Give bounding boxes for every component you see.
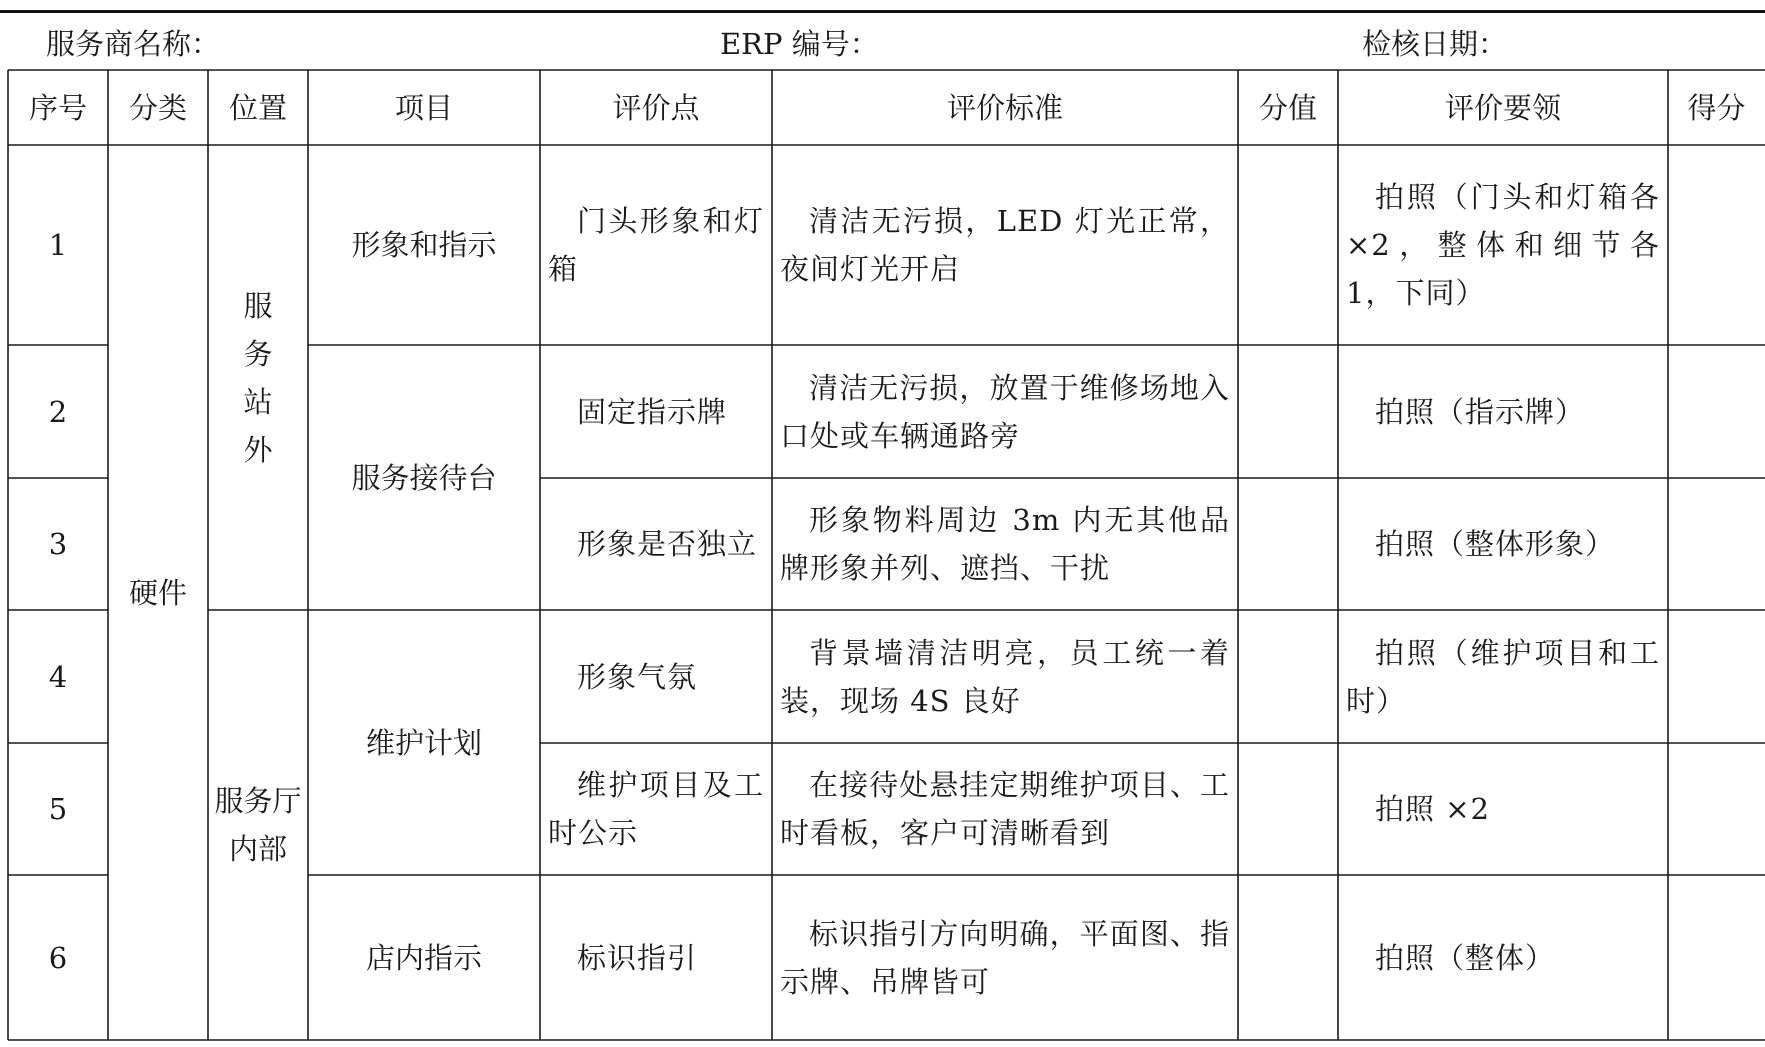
score-value-cell[interactable] (1238, 875, 1338, 1040)
row-number: 6 (48, 940, 68, 975)
erp-number-label: ERP 编号： (720, 27, 879, 61)
evaluation-method-cell: 拍照（门头和灯箱各 ×2，整体和细节各 1，下同） (1346, 180, 1660, 310)
score-cell[interactable] (1668, 145, 1765, 345)
service-provider-label: 服务商名称： (46, 27, 221, 61)
evaluation-point-cell: 固定指示牌 (577, 394, 728, 429)
header-score: 得分 (1687, 90, 1746, 125)
header-evaluation-standard: 评价标准 (946, 90, 1063, 125)
item-cell: 形象和指示 (351, 228, 497, 262)
row-number: 5 (48, 792, 68, 826)
header-evaluation-method: 评价要领 (1444, 90, 1561, 125)
evaluation-standard-cell: 背景墙清洁明亮，员工统一着装，现场 4S 良好 (780, 635, 1230, 718)
evaluation-point-cell: 标识指引 (577, 940, 698, 975)
item-cell: 店内指示 (365, 940, 482, 975)
score-cell[interactable] (1668, 743, 1765, 875)
score-cell[interactable] (1668, 345, 1765, 478)
evaluation-method-cell: 拍照 ×2 (1375, 792, 1490, 826)
location-cell-outside: 服务站外 (243, 288, 273, 467)
header-item: 项目 (394, 90, 453, 125)
evaluation-standard-cell: 清洁无污损，放置于维修场地入口处或车辆通路旁 (780, 370, 1230, 453)
item-cell: 服务接待台 (351, 460, 497, 495)
header-evaluation-point: 评价点 (612, 90, 700, 125)
score-cell[interactable] (1668, 478, 1765, 610)
score-value-cell[interactable] (1238, 610, 1338, 743)
score-value-cell[interactable] (1238, 145, 1338, 345)
score-value-cell[interactable] (1238, 478, 1338, 610)
header-location: 位置 (228, 90, 287, 125)
row-number: 3 (48, 527, 68, 561)
evaluation-method-cell: 拍照（整体形象） (1375, 527, 1616, 561)
score-value-cell[interactable] (1238, 743, 1338, 875)
evaluation-point-cell: 形象是否独立 (577, 527, 758, 561)
item-cell: 维护计划 (365, 725, 482, 760)
category-cell: 硬件 (128, 575, 187, 610)
evaluation-point-cell: 维护项目及工时公示 (548, 768, 764, 850)
row-number: 2 (48, 394, 68, 429)
evaluation-point-cell: 门头形象和灯箱 (548, 204, 764, 286)
evaluation-standard-cell: 形象物料周边 3m 内无其他品牌形象并列、遮挡、干扰 (780, 503, 1230, 585)
header-score-value: 分值 (1258, 90, 1317, 125)
evaluation-standard-cell: 在接待处悬挂定期维护项目、工时看板，客户可清晰看到 (780, 768, 1230, 850)
header-category: 分类 (128, 90, 187, 125)
score-cell[interactable] (1668, 610, 1765, 743)
row-number: 4 (48, 659, 68, 694)
check-date-label: 检核日期： (1362, 27, 1508, 61)
evaluation-standard-cell: 标识指引方向明确，平面图、指示牌、吊牌皆可 (780, 916, 1230, 999)
evaluation-point-cell: 形象气氛 (577, 659, 698, 694)
location-cell-inside: 服务厅内部 (214, 784, 302, 866)
row-number: 1 (48, 228, 68, 262)
header-number: 序号 (28, 90, 87, 125)
evaluation-standard-cell: 清洁无污损，LED 灯光正常，夜间灯光开启 (780, 204, 1230, 286)
evaluation-method-cell: 拍照（维护项目和工时） (1346, 635, 1660, 718)
score-cell[interactable] (1668, 875, 1765, 1040)
evaluation-method-cell: 拍照（整体） (1375, 940, 1556, 975)
score-value-cell[interactable] (1238, 345, 1338, 478)
evaluation-method-cell: 拍照（指示牌） (1375, 394, 1586, 429)
